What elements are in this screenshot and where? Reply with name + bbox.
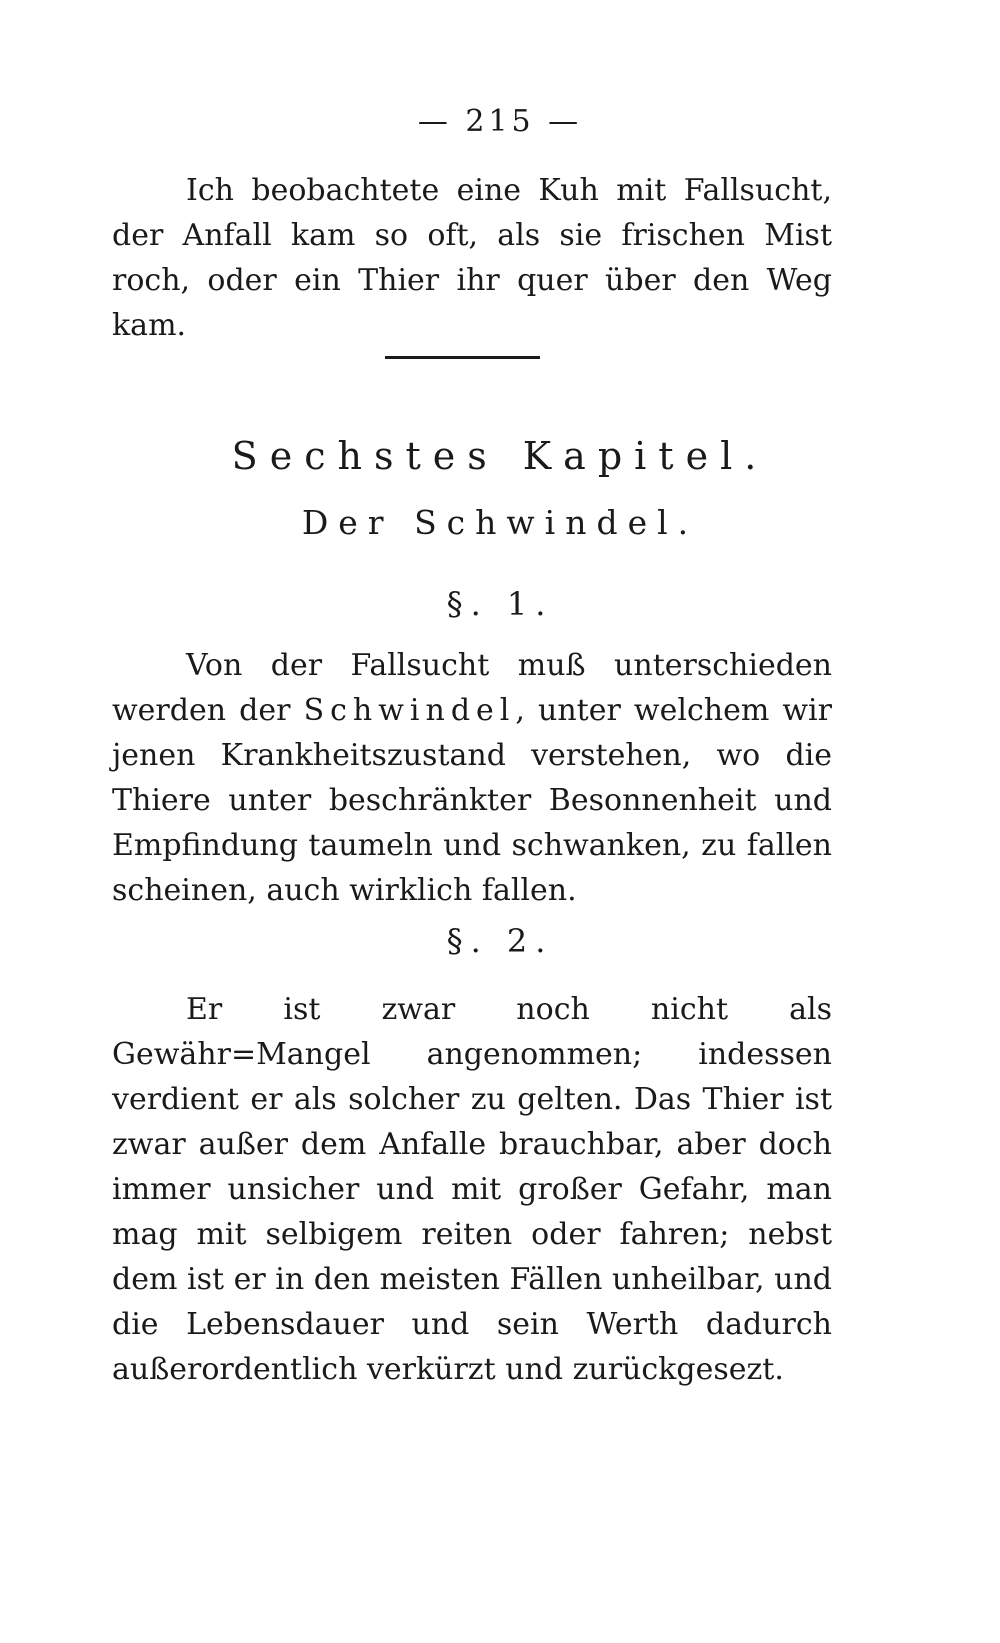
chapter-subtitle: Der Schwindel. [301,503,699,542]
section-1-text-after: , unter welchem wir jenen Krankheitszustand verstehen, wo die Thiere unter beschränkter Besonnenheit und Empfindung taumeln und schwanken, zu fallen scheinen, auch wirklich fallen. [112,693,832,908]
section-mark-2: §. 2. [446,922,554,960]
section-divider-rule [385,356,540,359]
section-1-emphasis: Schwindel [303,693,516,728]
section-mark-1: §. 1. [446,585,554,623]
section-2-paragraph [112,987,832,1392]
section-1-text-before: Von der Fallsucht muß unterschieden werden der [112,648,832,728]
intro-paragraph-text: Ich beobachtete eine Kuh mit Fallsucht, der Anfall kam so oft, als sie frischen Mist roch, oder ein Thier ihr quer über den Weg kam. [112,173,832,343]
page-number-header: — 215 — [417,104,583,139]
section-1-paragraph [112,643,832,913]
intro-paragraph [112,168,832,348]
section-2-text: Er ist zwar noch nicht als Gewähr=Mangel angenommen; indessen verdient er als solcher zu gelten. Das Thier ist zwar außer dem Anfalle brauchbar, aber doch immer unsicher und mit großer Gefahr, man mag mit selbigem reiten oder fahren; nebst dem ist er in den meisten Fällen unheilbar, und die Lebensdauer und sein Werth dadurch außerordentlich verkürzt und zurückgesezt. [112,992,832,1387]
chapter-title: Sechstes Kapitel. [231,434,769,478]
